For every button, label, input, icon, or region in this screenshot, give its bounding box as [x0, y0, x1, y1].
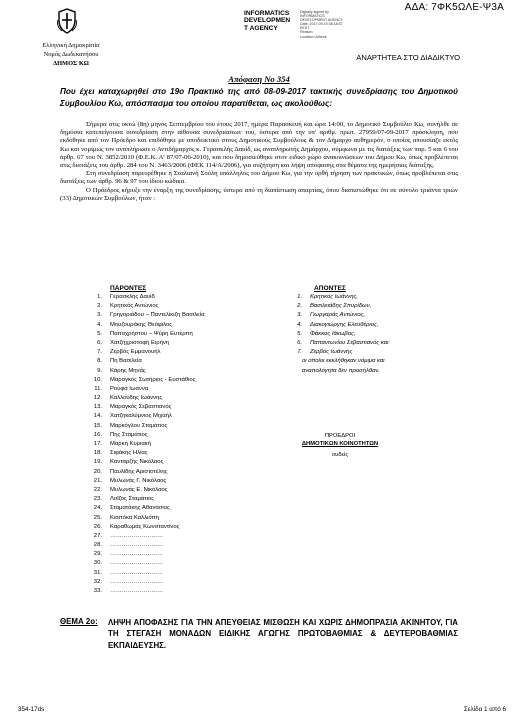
list-item-number: 7.: [97, 349, 102, 356]
list-item-name: Μυλωνάς Γ. Νικόλαος: [110, 477, 167, 484]
signature-detail: Location: Athens: [300, 34, 327, 39]
list-item-number: 17.: [93, 441, 102, 447]
gov-header: [26, 41, 116, 68]
footer-page-number: Σελίδα 1 από 6: [463, 706, 506, 713]
list-item-name: Βασιλειάδης Σπυρίδων,: [310, 303, 372, 310]
body-paragraph: Ο Πρόεδρος κήρυξε την έναρξη της συνεδρίασης, ύστερα από τη διαπίστωση απαρτίας, όπου διαπιστώθηκε ότι σε σύνολο τριάντα τριών (33) Δημοτικών Συμβούλων, ήταν :: [60, 186, 458, 202]
list-item: [280, 293, 440, 302]
list-item: [80, 412, 280, 421]
gov-line-municipality: ΔΗΜΟΣ ΚΩ: [53, 60, 89, 67]
list-item-name: Λοΐζος Σταμάτιος: [110, 496, 155, 503]
topic-label: ΘΕΜΑ 2ο:: [60, 617, 98, 626]
present-list: [80, 285, 280, 596]
list-item-number: 5.: [97, 330, 102, 337]
list-item: [80, 394, 280, 403]
list-item-number: 7.: [297, 349, 302, 356]
signature-line: DEVELOPMEN: [244, 17, 291, 25]
list-item-number: 25.: [93, 514, 102, 521]
list-item: [80, 486, 280, 495]
signature-detail: EEST: [300, 26, 310, 31]
absent-note: αναπολόγητα δεν προσήλθαν.: [302, 367, 381, 374]
list-item-name: Σιφάκης Ηλίας: [110, 450, 148, 457]
decision-title: Απόφαση Νο 354: [228, 74, 290, 84]
list-item-name: Ζερβός Ιωάννης: [310, 349, 353, 356]
list-item-name: Σταματάκης Αθανάσιος: [110, 505, 170, 512]
list-item-name: Κρητικός Ιωάννης,: [310, 294, 358, 300]
list-item: [80, 357, 280, 366]
list-item-name: Καλλούδης Ιωάννης: [110, 395, 163, 402]
list-item: [80, 422, 280, 431]
decision-body: [60, 121, 458, 203]
absent-list: [280, 285, 440, 376]
list-item-number: 2.: [297, 303, 302, 310]
list-item-number: 29.: [93, 551, 102, 558]
signature-detail: DEVELOPMENT AGENCY: [300, 18, 344, 23]
list-item-number: 26.: [93, 523, 102, 530]
list-item: [80, 477, 280, 486]
list-item-number: 16.: [93, 431, 102, 438]
signature-detail: Digitally signed by: [300, 10, 329, 14]
list-item-number: 21.: [93, 477, 102, 484]
list-item-name: Ρούφα Ιωάννα: [110, 385, 149, 392]
list-item-number: 1.: [297, 294, 302, 300]
presidents-header-line: ΔΗΜΟΤΙΚΩΝ ΚΟΙΝΟΤΗΤΩΝ: [301, 441, 379, 447]
list-item: [80, 348, 280, 357]
signature-line: INFORMATICS: [244, 10, 290, 17]
topic-text: ΛΗΨΗ ΑΠΟΦΑΣΗΣ ΓΙΑ ΤΗΝ ΑΠΕΥΘΕΙΑΣ ΜΙΣΘΩΣΗ ΚΑΙ ΧΩΡΙΣ ΔΗΜΟΠΡΑΣΙΑ ΑΚΙΝΗΤΟΥ, ΓΙΑ ΤΗ ΣΤΕΓΑΣΗ ΜΟΝΑΔΩΝ ΕΙΔΙΚΗΣ ΑΓΩΓΗΣ ΠΡΩΤΟΒΑΘΜΙΑΣ & ΔΕΥΤΕΡΟΒΑΘΜΙΑΣ ΕΚΠΑΙΔΕΥΣΗΣ.: [108, 618, 458, 650]
list-item-name: Μαρκόγλου Σταμάτιος: [110, 422, 168, 429]
list-item-name: Κάρης Μηνάς: [110, 367, 146, 374]
gov-line-prefecture: Νομός Δωδεκανήσου: [43, 51, 99, 58]
list-item: [80, 495, 280, 504]
list-item: [80, 449, 280, 458]
list-item-name: ………………………: [110, 542, 164, 549]
list-item-name: ………………………: [110, 569, 164, 576]
list-item-number: 23.: [93, 496, 102, 503]
list-item-name: Γρηγοριάδου – Παντελίκιζη Βασιλεία: [110, 312, 205, 319]
gov-line-country: Ελληνική Δημοκρατία: [42, 42, 100, 49]
list-item-number: 18.: [93, 450, 102, 457]
list-item: [80, 376, 280, 385]
presidents-value: ουδείς: [331, 452, 349, 458]
list-item: [80, 330, 280, 339]
list-item: [80, 569, 280, 578]
list-item: [280, 348, 440, 357]
signature-line: T AGENCY: [244, 24, 278, 32]
list-item-number: 27.: [93, 532, 102, 539]
list-item-name: Φάκκος Ιάκωβος,: [310, 330, 356, 337]
list-item: [80, 541, 280, 550]
list-item-name: ………………………: [110, 588, 164, 594]
signature-detail: INFORMATICS: [300, 14, 325, 19]
list-item: [80, 587, 280, 596]
list-item: [80, 458, 280, 467]
list-item-number: 31.: [93, 569, 102, 576]
list-item: [80, 559, 280, 568]
list-item-name: Μυλωνάς Ε. Νικόλαος: [110, 486, 168, 493]
list-item: [80, 532, 280, 541]
list-item-number: 15.: [93, 422, 102, 429]
list-item-name: Παπαντωνίου Σεβαστιανός και:: [310, 339, 391, 346]
list-item: [80, 321, 280, 330]
list-item-number: 1.: [97, 294, 102, 300]
list-item-name: ………………………: [110, 578, 164, 585]
digital-signature-label: [244, 10, 302, 32]
list-item-name: Καραθωμάς Κωνσταντίνος: [110, 523, 180, 530]
list-item: [280, 321, 440, 330]
list-item: [80, 514, 280, 523]
greek-emblem-icon: [56, 8, 78, 34]
list-item: [80, 578, 280, 587]
list-item-name: ………………………: [110, 560, 164, 567]
community-presidents: [278, 432, 402, 459]
body-paragraph: Στη συνεδρίαση παρευρέθηκε η Σταλιανή Σούλη υπάλληλος του Δήμου Κω, για την ορθή τήρηση των πρακτικών, όπως προβλέπεται στις διατάξεις των άρθρ. 96 & 97 του ίδιου κώδικα.: [60, 170, 458, 186]
absent-note: οι οποίοι εκκλήθηκαν νόμιμα και: [302, 358, 385, 365]
list-item: [280, 302, 440, 311]
list-item: [80, 550, 280, 559]
decision-subtitle: Που έχει καταχωρηθεί στο 19ο Πρακτικό της από 08-09-2017 τακτικής συνεδρίασης του Δημοτικού Συμβουλίου Κω, απόσπασμα του οποίου παρατίθεται, ως ακολούθως:: [60, 87, 458, 108]
list-item-number: 30.: [93, 560, 102, 567]
list-item-name: Κρητικός Αντώνιος: [110, 303, 159, 310]
list-item-name: Ζερβός Εμμανουήλ: [110, 349, 161, 356]
absent-header: ΑΠΟΝΤΕΣ: [314, 285, 346, 292]
list-item-number: 11.: [94, 385, 102, 392]
digital-signature-details: [300, 10, 366, 39]
list-item-name: Γερασκλής Δαυίδ: [110, 294, 155, 300]
list-item-number: 32.: [93, 578, 102, 585]
list-item: [80, 311, 280, 320]
list-item: [80, 403, 280, 412]
list-item: [80, 367, 280, 376]
list-item-number: 8.: [97, 358, 102, 365]
list-item-number: 6.: [297, 339, 302, 346]
list-item: [280, 339, 440, 348]
list-item-name: Κιαπόκα Καλλιόπη: [110, 514, 159, 521]
list-item-number: 14.: [93, 413, 102, 420]
list-item-name: Παυλίδης Αριστοτέλης: [110, 468, 168, 475]
list-item-number: 9.: [97, 367, 102, 374]
list-item-name: Κανταρζής Νικόλαος: [110, 459, 164, 466]
list-item: [80, 468, 280, 477]
ada-code: ΑΔΑ: 7ΦΚ5ΩΛΕ-Ψ3Α: [404, 2, 504, 13]
list-item-number: 28.: [93, 542, 102, 549]
body-paragraph: Σήμερα στις οκτώ (8η) μηνός Σεπτεμβρίου του έτους 2017, ημέρα Παρασκευή και ώρα 14:00, το Δημοτικό Συμβούλιο Κω, συνήλθε σε δημόσια κατεπείγουσα συνεδρίαση στην αίθουσα συνεδριάσεων του, ύστερα από την υπ' αριθμ. πρωτ. 27959/07-09-2017 πρόσκληση, που εκδόθηκε από τον Πρόεδρο και επιδόθηκε με αποδεικτικό στους Δημοτικούς Συμβούλους & τον Δήμαρχο αυθημερόν, ο οποίος απουσίαζε εκτός Κω και νομίμως τον αναπλήρωσε ο Αντιδήμαρχος κ. Γερασκλής Δαυίδ, ως αναπληρωτής Δημάρχου, σύμφωνα με τις διατάξεις των παρ. 5 και 6 του άρθρ. 67 του Ν. 3852/2010 (Φ.Ε.Κ. Α' 87/07-06-2010), και που δημοσιεύθηκε στον ειδικό χώρο ανακοινώσεων του Δήμου Κω, όπως προβλέπεται στις διατάξεις του άρθρ. 284 του Ν. 3463/2006 (ΦΕΚ 114/Α/2006), για συζήτηση και λήψη απόφασης στα θέματα της ημερήσιας διάταξης.: [60, 121, 458, 170]
footer-doc-code: 354-17ds: [18, 706, 45, 713]
list-item: [80, 431, 280, 440]
list-item-name: Γιωργαράς Αντώνιος,: [310, 312, 366, 319]
list-item-number: 19.: [93, 459, 102, 466]
list-item: [80, 523, 280, 532]
list-item-name: Πης Σταμάτιος: [110, 431, 148, 438]
list-item-name: Μουζουράκης Θεόφιλος: [110, 321, 173, 328]
list-item-number: 10.: [93, 376, 102, 383]
list-item-number: 3.: [297, 312, 302, 319]
list-item: [280, 311, 440, 320]
list-item: [80, 293, 280, 302]
list-item-number: 3.: [97, 312, 102, 319]
list-item: [80, 440, 280, 449]
list-item-name: Χατζηχριστοφή Ειρήνη: [110, 339, 170, 346]
list-item-name: Διακογιώργης Ελευθέριος,: [310, 321, 379, 328]
list-item: [80, 385, 280, 394]
list-item-name: ………………………: [110, 532, 164, 539]
list-item-number: 33.: [93, 588, 102, 594]
list-item-number: 2.: [97, 303, 102, 310]
signature-detail: Date: 2017.09.15 08:18:57: [300, 22, 343, 27]
list-item: [80, 339, 280, 348]
publish-notice: ΑΝΑΡΤΗΤΕΑ ΣΤΟ ΔΙΑΔΙΚΤΥΟ: [356, 53, 460, 62]
list-item-name: Πη Βασιλεία: [110, 358, 142, 365]
list-item-name: Παπαχρήστου – Ψύρη Ευτέρπη: [110, 330, 193, 337]
list-item-number: 24.: [93, 505, 102, 512]
list-item-name: Χατζηκαλύμνιος Μιχαήλ: [110, 413, 172, 420]
list-item-name: Μαραγκός Σωτήριος - Ευστάθιος: [110, 376, 196, 383]
list-item: [80, 302, 280, 311]
list-item-name: ………………………: [110, 551, 164, 558]
list-item-name: Μαραγκός Σεβαστιανός: [110, 404, 172, 411]
list-item-number: 4.: [97, 321, 102, 328]
list-item-number: 20.: [93, 468, 102, 475]
signature-detail: Reason:: [300, 30, 314, 35]
list-item-number: 5.: [297, 330, 302, 337]
present-header: ΠΑΡΟΝΤΕΣ: [110, 285, 147, 292]
list-item-number: 22.: [93, 486, 102, 493]
list-item: [80, 504, 280, 513]
list-item-number: 4.: [297, 321, 302, 328]
presidents-header-line: ΠΡΟΕΔΡΟΙ: [324, 433, 356, 439]
list-item-name: Μαρκή Κυριακή: [110, 441, 151, 447]
list-item-number: 12.: [93, 395, 102, 402]
list-item-number: 6.: [97, 339, 102, 346]
list-item: [280, 330, 440, 339]
list-item-number: 13.: [93, 404, 102, 411]
